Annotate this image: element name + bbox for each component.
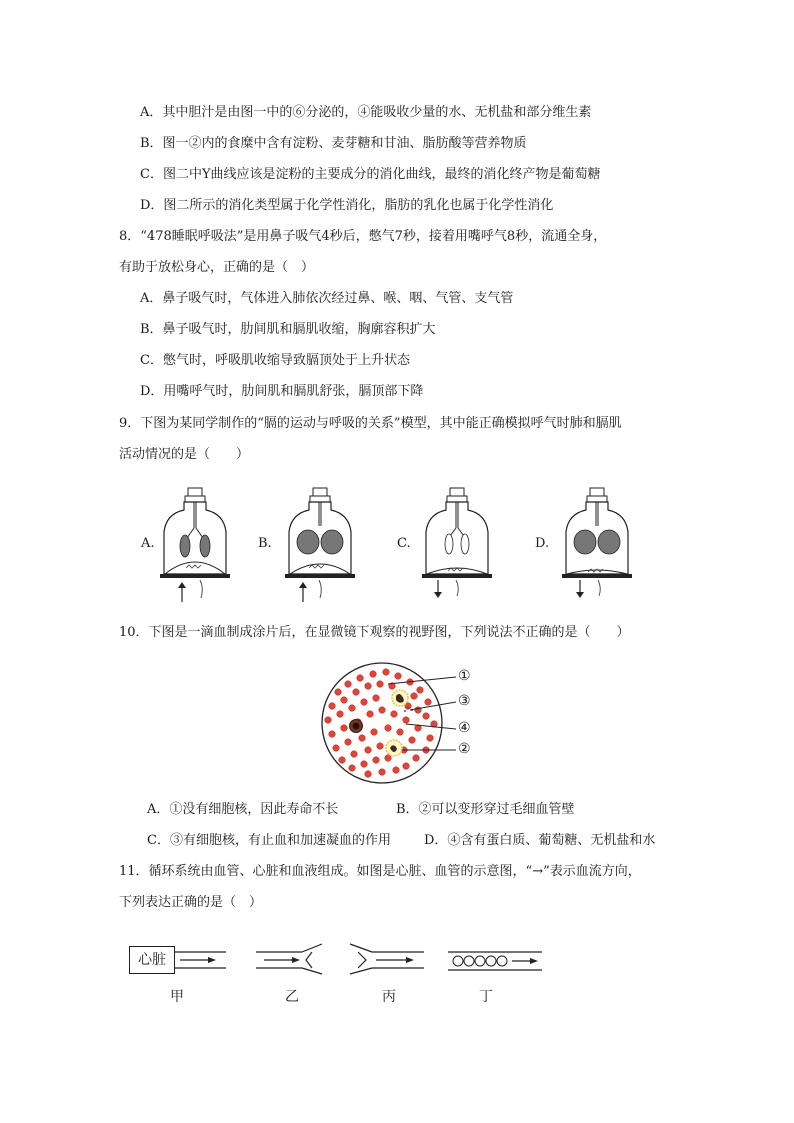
vessel-bing xyxy=(350,944,426,974)
blood-smear-micrograph xyxy=(318,662,446,784)
q7-option-d: D．图二所示的消化类型属于化学性消化，脂肪的乳化也属于化学性消化 xyxy=(140,198,554,213)
caption-yi: 乙 xyxy=(285,989,299,1005)
bell-jar-model-c xyxy=(422,488,492,603)
caption-ding: 丁 xyxy=(479,989,493,1005)
q10-option-d: D．④含有蛋白质、葡萄糖、无机盐和水 xyxy=(424,833,656,848)
q10-option-c: C．③有细胞核，有止血和加速凝血的作用 xyxy=(147,833,391,848)
q7-option-a: A．其中胆汁是由图一中的⑥分泌的，④能吸收少量的水、无机盐和部分维生素 xyxy=(140,105,592,120)
caption-jia: 甲 xyxy=(170,989,184,1005)
q9-stem-line2: 活动情况的是（ ） xyxy=(119,447,250,462)
q8-option-a: A．鼻子吸气时，气体进入肺依次经过鼻、喉、咽、气管、支气管 xyxy=(140,291,514,306)
marker-3: ③ xyxy=(458,693,471,709)
q9-label-a: A. xyxy=(141,536,155,551)
q10-option-a: A．①没有细胞核，因此寿命不长 xyxy=(147,802,339,817)
q10-stem: 10．下图是一滴血制成涂片后，在显微镜下观察的视野图，下列说法不正确的是（ ） xyxy=(119,625,630,640)
q7-option-c: C．图二中Y曲线应该是淀粉的主要成分的消化曲线，最终的消化终产物是葡萄糖 xyxy=(140,167,601,182)
heart-box: 心脏 xyxy=(129,946,175,974)
vessel-jia xyxy=(174,950,228,972)
bell-jar-model-b xyxy=(285,488,355,603)
caption-bing: 丙 xyxy=(382,989,396,1005)
bell-jar-model-a xyxy=(160,488,230,603)
q7-option-b: B．图一②内的食糜中含有淀粉、麦芽糖和甘油、脂肪酸等营养物质 xyxy=(140,136,527,151)
q9-label-b: B. xyxy=(258,536,272,551)
marker-2: ② xyxy=(458,741,471,757)
q8-option-d: D．用嘴呼气时，肋间肌和膈肌舒张，膈顶部下降 xyxy=(140,384,424,399)
marker-4: ④ xyxy=(458,720,471,736)
q9-label-d: D. xyxy=(535,536,550,551)
q8-stem-line2: 有助于放松身心，正确的是（ ） xyxy=(119,260,315,275)
q10-option-b: B．②可以变形穿过毛细血管壁 xyxy=(396,802,575,817)
vessel-ding xyxy=(448,950,544,972)
marker-1: ① xyxy=(458,668,471,684)
q9-stem-line1: 9．下图为某同学制作的“膈的运动与呼吸的关系”模型，其中能正确模拟呼气时肺和膈肌 xyxy=(119,416,622,431)
vessel-yi xyxy=(256,944,326,974)
q8-option-b: B．鼻子吸气时，肋间肌和膈肌收缩，胸廓容积扩大 xyxy=(140,322,436,337)
q8-stem-line1: 8．“478睡眠呼吸法”是用鼻子吸气4秒后，憋气7秒，接着用嘴呼气8秒，流通全身， xyxy=(119,229,607,244)
q9-label-c: C. xyxy=(397,536,411,551)
q11-stem-line2: 下列表达正确的是（ ） xyxy=(119,895,263,910)
bell-jar-model-d xyxy=(562,488,632,603)
q8-option-c: C．憋气时，呼吸肌收缩导致膈顶处于上升状态 xyxy=(140,353,410,368)
q11-stem-line1: 11．循环系统由血管、心脏和血液组成。如图是心脏、血管的示意图，“→”表示血流方向， xyxy=(119,864,641,879)
